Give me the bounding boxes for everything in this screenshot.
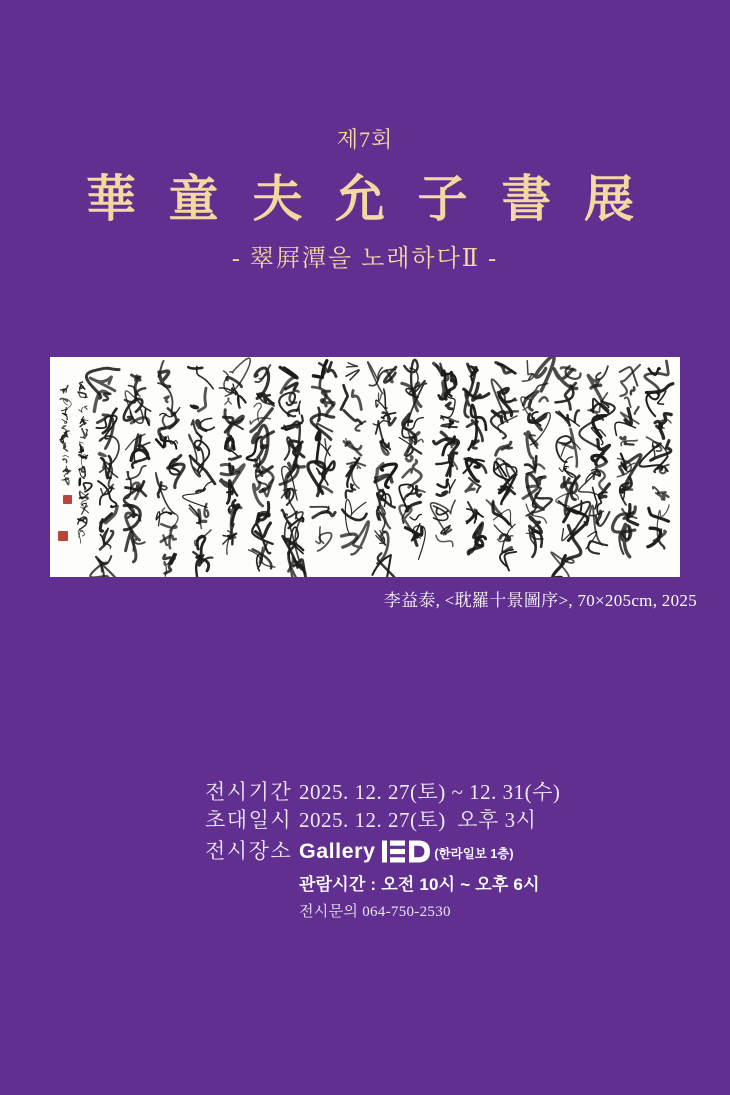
gallery-ed-logo [299, 834, 514, 868]
edition-label: 제7회 [336, 127, 394, 152]
invitation-label: 초대일시 [205, 808, 293, 832]
exhibition-subtitle: - 翠屛潭을 노래하다Ⅱ - [231, 246, 499, 272]
period-value: 2025. 12. 27(토) ~ 12. 31(수) [299, 780, 561, 804]
detail-row-invitation [205, 806, 560, 834]
calligraphy-artwork [50, 357, 680, 577]
gallery-wordmark: Gallery [299, 839, 376, 863]
title-part-artist-name: 夫 允 子 [252, 171, 478, 227]
artwork-caption: 李益泰, <耽羅十景圖序>, 70×205cm, 2025 [383, 591, 697, 610]
exhibition-details [205, 778, 560, 921]
ed-logomark-icon [382, 840, 430, 863]
venue-label: 전시장소 [205, 839, 293, 863]
title-part-artist-pen-name: 華 童 [86, 171, 229, 227]
calligraphy-image [50, 357, 680, 577]
artist-seal-icon [63, 495, 72, 504]
period-label: 전시기간 [205, 780, 293, 804]
venue-building-note: (한라일보 1층) [434, 847, 514, 861]
artwork-paper [50, 357, 680, 577]
contact-phone: 전시문의 064-750-2530 [299, 904, 451, 920]
invitation-value: 2025. 12. 27(토) 오후 3시 [299, 808, 537, 832]
exhibition-title [0, 166, 730, 232]
detail-row-venue [205, 836, 560, 866]
title-part-exhibition-type: 書 展 [501, 171, 644, 227]
viewing-hours: 관람시간 : 오전 10시 ~ 오후 6시 [299, 875, 540, 894]
artist-seal-icon [58, 531, 68, 541]
detail-row-period [205, 778, 560, 806]
